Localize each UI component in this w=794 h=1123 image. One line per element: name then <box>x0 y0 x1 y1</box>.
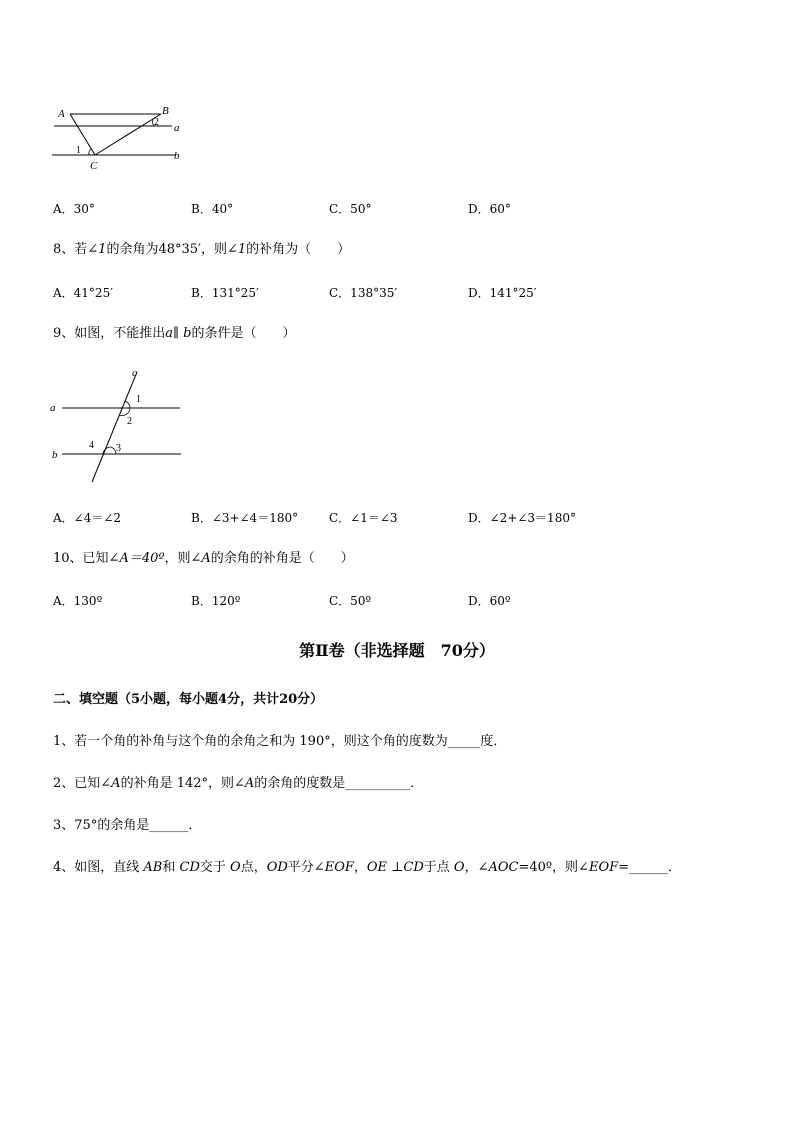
label-b: b <box>52 449 58 461</box>
part-heading: 二、填空题（5小题，每小题4分，共计20分） <box>53 692 324 707</box>
label-C: C <box>90 160 98 172</box>
q9-option-a[interactable]: A．∠4＝∠2 <box>53 511 122 525</box>
label-A: A <box>58 108 65 120</box>
q8-option-d[interactable]: D．141°25′ <box>468 286 537 300</box>
q9-question: 9、如图，不能推出a∥ b的条件是（ ） <box>53 326 296 341</box>
q8-option-c[interactable]: C．138°35′ <box>329 286 398 300</box>
label-2: 2 <box>154 117 159 128</box>
label-c: c <box>132 367 137 379</box>
q7-option-a[interactable]: A．30° <box>53 202 95 216</box>
q10-option-d[interactable]: D．60º <box>468 594 511 608</box>
label-2: 2 <box>127 416 132 427</box>
label-3: 3 <box>116 443 121 454</box>
angle-1-arc <box>89 149 91 155</box>
q7-option-c[interactable]: C．50° <box>329 202 372 216</box>
fill-question-1: 1、若一个角的补角与这个角的余角之和为 190°，则这个角的度数为_____度． <box>53 734 507 749</box>
q10-option-c[interactable]: C．50º <box>329 594 372 608</box>
q9-option-b[interactable]: B．∠3+∠4＝180° <box>191 511 299 525</box>
q10-question: 10、已知∠A＝40º，则∠A的余角的补角是（ ） <box>53 551 354 566</box>
angle-1-arc <box>125 401 130 408</box>
q8-question: 8、若∠1的余角为48°35′，则∠1的补角为（ ） <box>53 242 351 257</box>
q8-option-b[interactable]: B．131°25′ <box>191 286 259 300</box>
line-c <box>92 372 137 482</box>
parallel-lines-triangle-figure <box>40 98 200 178</box>
q9-option-d[interactable]: D．∠2+∠3＝180° <box>468 511 576 525</box>
q7-option-d[interactable]: D．60° <box>468 202 511 216</box>
label-b: b <box>174 150 180 162</box>
q7-option-b[interactable]: B．40° <box>191 202 234 216</box>
label-1: 1 <box>136 394 141 405</box>
q10-option-a[interactable]: A．130º <box>53 594 103 608</box>
fill-question-4: 4、如图，直线 AB和 CD交于 O点，OD平分∠EOF，OE ⊥CD于点 O，∠AOC=40º，则∠EOF=______． <box>53 860 682 875</box>
label-a: a <box>50 402 56 414</box>
fill-question-3: 3、75°的余角是______． <box>53 818 202 833</box>
label-B: B <box>162 105 169 117</box>
fill-question-2: 2、已知∠A的补角是 142°，则∠A的余角的度数是__________． <box>53 776 424 791</box>
section-title: 第Ⅱ卷（非选择题 70分） <box>299 641 495 660</box>
q10-option-b[interactable]: B．120º <box>191 594 241 608</box>
transversal-figure <box>48 362 188 486</box>
label-1: 1 <box>76 145 81 156</box>
label-4: 4 <box>89 440 94 451</box>
segment-ac <box>70 114 95 155</box>
q8-option-a[interactable]: A．41°25′ <box>53 286 113 300</box>
q9-option-c[interactable]: C．∠1＝∠3 <box>329 511 398 525</box>
label-a: a <box>174 122 180 134</box>
segment-cb <box>95 114 161 155</box>
